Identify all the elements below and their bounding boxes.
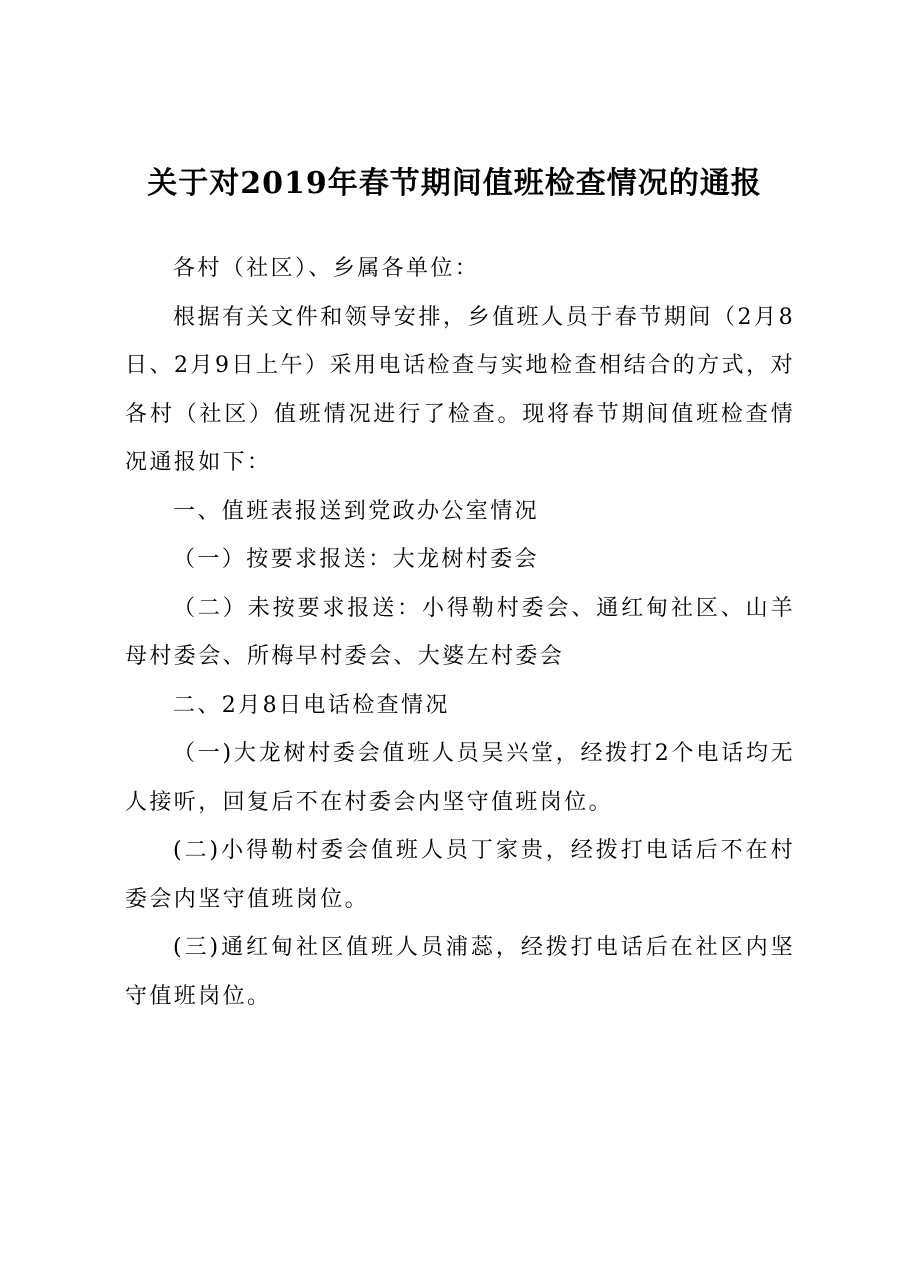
document-title: 关于对2019年春节期间值班检查情况的通报 xyxy=(147,166,762,201)
document-body xyxy=(125,245,795,1021)
subsection-2-1: （一)大龙树村委会值班人员吴兴堂，经拨打2个电话均无人接听，回复后不在村委会内坚守值班岗位。 xyxy=(125,741,795,815)
subsection-1-1: （一）按要求报送：大龙树村委会 xyxy=(173,547,540,572)
salutation: 各村（社区）、乡属各单位： xyxy=(173,256,480,281)
subsection-2-2: (二)小得勒村委会值班人员丁家贵，经拨打电话后不在村委会内坚守值班岗位。 xyxy=(125,838,795,912)
subsection-2-3: (三)通红甸社区值班人员浦蕊，经拨打电话后在社区内坚守值班岗位。 xyxy=(125,935,795,1009)
paragraph-intro: 根据有关文件和领导安排，乡值班人员于春节期间（2月8日、2月9日上午）采用电话检查与实地检查相结合的方式，对各村（社区）值班情况进行了检查。现将春节期间值班检查情况通报如下： xyxy=(125,304,795,475)
section-heading-1: 一、值班表报送到党政办公室情况 xyxy=(173,498,540,524)
subsection-1-2: （二）未按要求报送：小得勒村委会、通红甸社区、山羊母村委会、所梅早村委会、大婆左村委会 xyxy=(125,595,795,669)
section-heading-2: 二、2月8日电话检查情况 xyxy=(173,692,450,718)
